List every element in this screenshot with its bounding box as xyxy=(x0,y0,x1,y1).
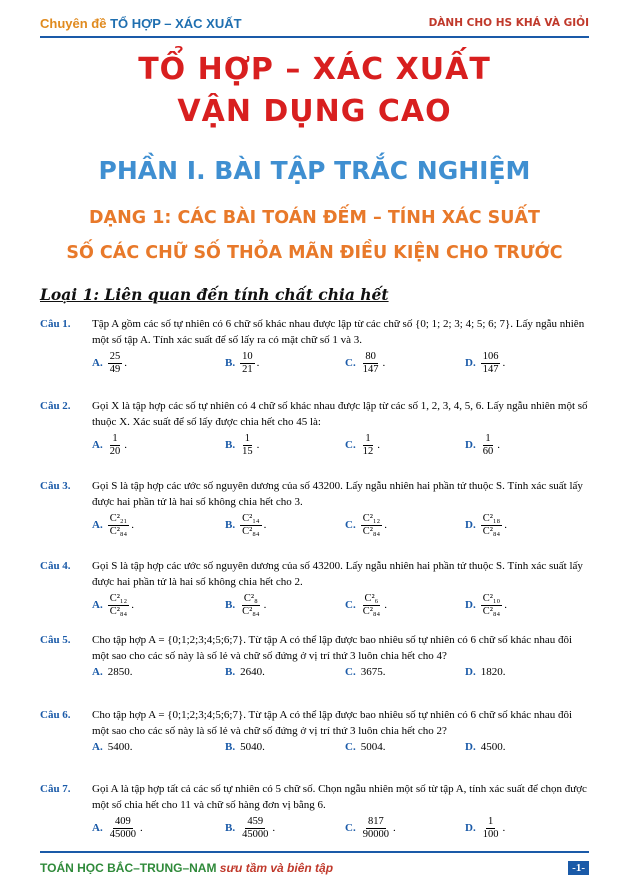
option-letter: D. xyxy=(465,439,476,451)
answer-options xyxy=(92,510,590,540)
fraction xyxy=(108,816,138,841)
question-number: Câu 7. xyxy=(40,783,71,795)
fraction-denominator: 12 xyxy=(362,445,374,457)
answer-option xyxy=(465,739,505,755)
fraction-numerator: 409 xyxy=(114,815,131,827)
option-end: . xyxy=(502,357,506,369)
fraction-numerator: 25 xyxy=(109,350,121,362)
question-text: Gọi X là tập hợp các số tự nhiên có 4 chữ số khác nhau được lập từ các số 1, 2, 3, 4, 5, 6. Lấy ngẫu nhiên một số thuộc X. Xác suất để số lấy được chia hết cho 45 là: xyxy=(92,400,588,428)
fraction-numerator: C²₁₂ xyxy=(362,512,381,524)
dang-title-line1: DẠNG 1: CÁC BÀI TOÁN ĐẾM – TÍNH XÁC SUẤT xyxy=(89,208,540,228)
fraction-denominator: C²₈₄ xyxy=(362,525,381,537)
fraction-numerator: 1 xyxy=(365,432,371,444)
option-value: 3675. xyxy=(360,666,386,678)
option-letter: D. xyxy=(465,519,476,531)
fraction xyxy=(240,351,255,376)
fraction-numerator: C²₂₁ xyxy=(109,512,128,524)
option-end: . xyxy=(124,439,127,451)
option-letter: D. xyxy=(465,357,476,369)
header-prefix: Chuyên đề xyxy=(40,15,111,31)
option-letter: B. xyxy=(225,666,236,678)
fraction xyxy=(361,593,382,618)
option-letter: A. xyxy=(92,599,103,611)
fraction-numerator: C²₁₀ xyxy=(482,592,501,604)
answer-option xyxy=(465,813,505,843)
main-title-line2: VẬN DỤNG CAO xyxy=(177,94,452,129)
fraction-denominator: 20 xyxy=(109,445,121,457)
answer-option xyxy=(345,664,385,680)
option-end: . xyxy=(504,519,507,531)
answer-option xyxy=(225,739,265,755)
option-letter: C. xyxy=(345,666,356,678)
option-letter: D. xyxy=(465,599,476,611)
fraction xyxy=(240,816,270,841)
option-letter: D. xyxy=(465,666,476,678)
fraction xyxy=(240,513,261,538)
answer-option xyxy=(225,510,266,540)
option-value: 1820. xyxy=(480,666,506,678)
fraction-numerator: C²₁₂ xyxy=(109,592,128,604)
fraction-denominator: C²₈₄ xyxy=(362,605,381,617)
header-topic: TỔ HỢP – XÁC XUẤT xyxy=(110,15,242,31)
fraction-numerator: 10 xyxy=(242,350,253,362)
option-letter: B. xyxy=(225,357,236,369)
fraction xyxy=(481,593,502,618)
answer-option xyxy=(465,664,505,680)
option-letter: C. xyxy=(345,439,356,451)
answer-option xyxy=(345,590,387,620)
fraction-numerator: 1 xyxy=(485,432,491,444)
question-item xyxy=(40,707,590,755)
answer-option xyxy=(92,813,143,843)
question-number: Câu 1. xyxy=(40,318,71,330)
option-value: 2640. xyxy=(240,666,265,678)
answer-option xyxy=(345,348,385,378)
fraction-denominator: 60 xyxy=(482,445,494,457)
option-end: . xyxy=(272,822,276,834)
fraction-denominator: C²₈₄ xyxy=(482,605,501,617)
fraction xyxy=(108,513,129,538)
option-letter: D. xyxy=(465,741,476,753)
answer-options xyxy=(92,430,590,460)
answer-option xyxy=(225,590,266,620)
answer-option xyxy=(92,430,127,460)
question-number: Câu 3. xyxy=(40,480,71,492)
option-end: . xyxy=(502,822,506,834)
fraction-numerator: 817 xyxy=(367,815,384,827)
option-end: . xyxy=(124,357,127,369)
question-text: Gọi S là tập hợp các ước số nguyên dương của số 43200. Lấy ngẫu nhiên hai phần tử thuộc S. Tính xác suất lấy được hai phần tử là hai số không chia hết cho 3. xyxy=(92,480,583,508)
question-item xyxy=(40,478,590,540)
fraction-denominator: 49 xyxy=(109,363,121,375)
option-end: . xyxy=(497,439,500,451)
question-text: Gọi S là tập hợp các ước số nguyên dương của số 43200. Lấy ngẫu nhiên hai phần tử thuộc S. Tính xác suất lấy được hai phần tử là hai số không chia hết cho 2. xyxy=(92,560,583,588)
answer-option xyxy=(465,590,507,620)
question-item xyxy=(40,632,590,680)
option-value: 5004. xyxy=(360,741,386,753)
answer-option xyxy=(92,510,134,540)
fraction-numerator: 459 xyxy=(247,815,264,827)
question-item xyxy=(40,558,590,620)
option-end: . xyxy=(131,519,134,531)
option-letter: A. xyxy=(92,357,103,369)
fraction-denominator: 21 xyxy=(242,363,253,375)
option-letter: A. xyxy=(92,519,103,531)
fraction-denominator: C²₈₄ xyxy=(242,525,260,537)
option-letter: B. xyxy=(225,599,236,611)
answer-option xyxy=(465,430,500,460)
answer-options xyxy=(92,348,590,378)
option-letter: C. xyxy=(345,741,356,753)
answer-options xyxy=(92,590,590,620)
answer-option xyxy=(92,590,134,620)
option-end: . xyxy=(384,519,387,531)
option-value: 5400. xyxy=(107,741,133,753)
fraction xyxy=(240,593,261,618)
page-number: -1- xyxy=(568,861,589,875)
question-number: Câu 2. xyxy=(40,400,71,412)
answer-option xyxy=(345,510,387,540)
footer-source: TOÁN HỌC BẮC–TRUNG–NAM xyxy=(40,861,220,875)
fraction xyxy=(481,433,496,458)
question-item xyxy=(40,316,590,378)
option-letter: D. xyxy=(465,822,476,834)
fraction xyxy=(361,513,382,538)
option-letter: B. xyxy=(225,519,236,531)
main-title-line1: TỔ HỢP – XÁC XUẤT xyxy=(138,52,491,87)
option-letter: B. xyxy=(225,822,236,834)
option-end: . xyxy=(384,599,387,611)
fraction-numerator: 80 xyxy=(365,350,376,362)
option-letter: A. xyxy=(92,666,103,678)
answer-option xyxy=(225,348,259,378)
fraction xyxy=(108,433,123,458)
option-letter: C. xyxy=(345,822,356,834)
option-end: . xyxy=(131,599,134,611)
question-text: Tập A gồm các số tự nhiên có 6 chữ số khác nhau được lập từ các chữ số {0; 1; 2; 3; 4; 5; 6; 7}. Lấy ngẫu nhiên một số tập A. Tính xác suất để số lấy ra có mặt chữ số 1 và 3. xyxy=(92,318,585,346)
question-text: Cho tập hợp A = {0;1;2;3;4;5;6;7}. Từ tập A có thể lập được bao nhiêu số tự nhiên có 6 chữ số khác nhau đôi một sao cho các số này là số lẻ và chữ số đứng ở vị trí thứ 3 luôn chia hết cho 4? xyxy=(92,634,573,662)
page-footer xyxy=(40,851,589,879)
fraction-denominator: 45000 xyxy=(242,828,269,840)
option-value: 2850. xyxy=(107,666,133,678)
page-header xyxy=(40,10,589,38)
option-letter: A. xyxy=(92,741,103,753)
fraction-denominator: C²₈₄ xyxy=(109,525,128,537)
option-letter: B. xyxy=(225,439,236,451)
fraction-numerator: C²₁₈ xyxy=(482,512,501,524)
answer-options xyxy=(92,813,590,843)
dang-title-line2: SỐ CÁC CHỮ SỐ THỎA MÃN ĐIỀU KIỆN CHO TRƯỚC xyxy=(66,243,563,263)
answer-option xyxy=(465,348,505,378)
fraction-numerator: C²₈ xyxy=(243,592,258,604)
answer-option xyxy=(345,430,380,460)
fraction-numerator: C²₁₄ xyxy=(242,512,260,524)
fraction-numerator: C²₆ xyxy=(364,592,379,604)
footer-left xyxy=(40,861,333,875)
fraction-denominator: 15 xyxy=(242,445,253,457)
option-letter: C. xyxy=(345,357,356,369)
option-end: . xyxy=(263,519,267,531)
option-end: . xyxy=(392,822,396,834)
fraction xyxy=(361,351,381,376)
answer-option xyxy=(92,348,127,378)
answer-option xyxy=(225,664,265,680)
header-left xyxy=(40,16,242,31)
fraction-numerator: 1 xyxy=(244,432,250,444)
answer-option xyxy=(225,430,259,460)
question-item xyxy=(40,398,590,460)
option-end: . xyxy=(256,357,260,369)
loai-title: Loại 1: Liên quan đến tính chất chia hết xyxy=(40,285,389,304)
fraction xyxy=(481,351,501,376)
answer-option xyxy=(345,813,396,843)
fraction-denominator: C²₈₄ xyxy=(109,605,128,617)
option-end: . xyxy=(256,439,260,451)
fraction-denominator: 100 xyxy=(482,828,499,840)
option-value: 5040. xyxy=(240,741,265,753)
option-value: 4500. xyxy=(480,741,506,753)
question-item xyxy=(40,781,590,843)
fraction-denominator: C²₈₄ xyxy=(242,605,260,617)
question-number: Câu 4. xyxy=(40,560,71,572)
fraction xyxy=(108,593,129,618)
option-end: . xyxy=(377,439,380,451)
fraction-numerator: 1 xyxy=(112,432,118,444)
fraction-denominator: C²₈₄ xyxy=(482,525,501,537)
option-end: . xyxy=(139,822,143,834)
option-end: . xyxy=(382,357,386,369)
fraction xyxy=(108,351,123,376)
option-letter: C. xyxy=(345,519,356,531)
option-end: . xyxy=(504,599,507,611)
fraction-denominator: 45000 xyxy=(109,828,136,840)
question-text: Gọi A là tập hợp tất cả các số tự nhiên có 5 chữ số. Chọn ngẫu nhiên một số từ tập A, tính xác suất để chọn được một số chia hết cho 11 và chữ số hàng đơn vị bằng 6. xyxy=(92,783,587,811)
option-letter: B. xyxy=(225,741,236,753)
fraction-numerator: 106 xyxy=(482,350,499,362)
fraction xyxy=(481,513,502,538)
answer-option xyxy=(345,739,385,755)
answer-option xyxy=(465,510,507,540)
fraction xyxy=(361,433,376,458)
fraction xyxy=(481,816,501,841)
answer-options xyxy=(92,664,590,680)
footer-credit: sưu tầm và biên tập xyxy=(219,861,334,875)
fraction-denominator: 147 xyxy=(362,363,379,375)
part-title: PHẦN I. BÀI TẬP TRẮC NGHIỆM xyxy=(98,156,531,185)
option-letter: A. xyxy=(92,822,103,834)
answer-option xyxy=(225,813,275,843)
fraction xyxy=(240,433,255,458)
option-end: . xyxy=(263,599,267,611)
answer-options xyxy=(92,739,590,755)
fraction-numerator: 1 xyxy=(487,815,494,827)
fraction xyxy=(361,816,391,841)
question-number: Câu 5. xyxy=(40,634,71,646)
header-right: DÀNH CHO HS KHÁ VÀ GIỎI xyxy=(428,17,589,29)
fraction-denominator: 147 xyxy=(482,363,499,375)
question-number: Câu 6. xyxy=(40,709,71,721)
option-letter: C. xyxy=(345,599,356,611)
answer-option xyxy=(92,739,132,755)
question-text: Cho tập hợp A = {0;1;2;3;4;5;6;7}. Từ tập A có thể lập được bao nhiêu số tự nhiên có 6 chữ số khác nhau đôi một sao cho các số này là số lẻ và chữ số đứng ở vị trí thứ 3 luôn chia hết cho 2? xyxy=(92,709,573,737)
option-letter: A. xyxy=(92,439,103,451)
fraction-denominator: 90000 xyxy=(362,828,389,840)
answer-option xyxy=(92,664,132,680)
